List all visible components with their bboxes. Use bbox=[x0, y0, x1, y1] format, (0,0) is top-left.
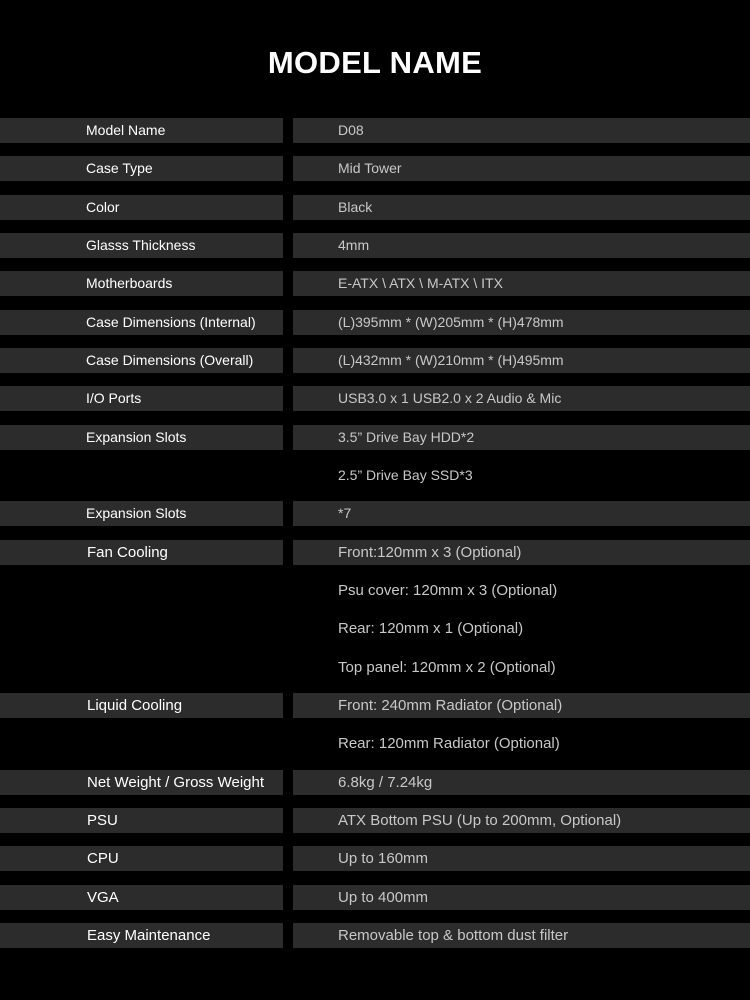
spec-row-expansion-slots bbox=[0, 501, 750, 539]
spec-row-easy-maintenance bbox=[0, 923, 750, 961]
spec-value: Up to 160mm bbox=[338, 850, 429, 868]
spec-label: CPU bbox=[87, 850, 119, 868]
spec-label: Net Weight / Gross Weight bbox=[87, 773, 265, 791]
label-bar bbox=[0, 463, 283, 488]
spec-row-liquid-cooling bbox=[0, 693, 750, 731]
spec-value: Rear: 120mm x 1 (Optional) bbox=[338, 620, 524, 638]
spec-row-model-name bbox=[0, 118, 750, 156]
spec-value: Black bbox=[338, 198, 373, 215]
label-bar bbox=[0, 808, 283, 833]
label-bar bbox=[0, 578, 283, 603]
spec-label: Expansion Slots bbox=[86, 428, 187, 445]
spec-value: Up to 400mm bbox=[338, 888, 429, 906]
label-bar bbox=[0, 655, 283, 680]
spec-label: Easy Maintenance bbox=[87, 926, 211, 944]
spec-row-weight bbox=[0, 770, 750, 808]
spec-value: 2.5” Drive Bay SSD*3 bbox=[338, 466, 473, 483]
spec-label: Fan Cooling bbox=[87, 543, 168, 561]
spec-value: ATX Bottom PSU (Up to 200mm, Optional) bbox=[338, 811, 622, 829]
spec-value: *7 bbox=[338, 505, 352, 522]
spec-row-motherboards bbox=[0, 271, 750, 309]
spec-value: Front:120mm x 3 (Optional) bbox=[338, 543, 522, 561]
spec-value: 6.8kg / 7.24kg bbox=[338, 773, 433, 791]
spec-row-vga bbox=[0, 885, 750, 923]
spec-value: 3.5” Drive Bay HDD*2 bbox=[338, 428, 475, 445]
spec-label: VGA bbox=[87, 888, 119, 906]
spec-value: Rear: 120mm Radiator (Optional) bbox=[338, 735, 560, 753]
spec-value: Top panel: 120mm x 2 (Optional) bbox=[338, 658, 556, 676]
spec-label: PSU bbox=[87, 811, 118, 829]
spec-table bbox=[0, 118, 750, 961]
spec-row-fan-cooling-continued bbox=[0, 616, 750, 654]
spec-label: Color bbox=[86, 198, 120, 215]
spec-value: Removable top & bottom dust filter bbox=[338, 926, 569, 944]
spec-label: I/O Ports bbox=[86, 390, 142, 407]
spec-label: Liquid Cooling bbox=[87, 696, 183, 714]
spec-label: Model Name bbox=[86, 122, 166, 138]
spec-value: E-ATX \ ATX \ M-ATX \ ITX bbox=[338, 275, 503, 292]
spec-value: Front: 240mm Radiator (Optional) bbox=[338, 696, 563, 714]
spec-value: Mid Tower bbox=[338, 160, 402, 177]
spec-row-psu bbox=[0, 808, 750, 846]
value-bar bbox=[293, 501, 750, 526]
spec-row-dimensions-overall bbox=[0, 348, 750, 386]
label-bar bbox=[0, 846, 283, 871]
label-bar bbox=[0, 885, 283, 910]
spec-value: USB3.0 x 1 USB2.0 x 2 Audio & Mic bbox=[338, 390, 562, 407]
spec-row-cpu bbox=[0, 846, 750, 884]
spec-row-io-ports bbox=[0, 386, 750, 424]
spec-row-drive-bays bbox=[0, 425, 750, 463]
label-bar bbox=[0, 616, 283, 641]
spec-row-drive-bays-continued bbox=[0, 463, 750, 501]
spec-row-case-type bbox=[0, 156, 750, 194]
label-bar bbox=[0, 386, 283, 411]
spec-label: Expansion Slots bbox=[86, 505, 187, 522]
label-bar bbox=[0, 195, 283, 220]
spec-label: Case Dimensions (Overall) bbox=[86, 351, 254, 368]
label-bar bbox=[0, 731, 283, 756]
spec-label: Case Dimensions (Internal) bbox=[86, 313, 256, 330]
spec-label: Case Type bbox=[86, 160, 153, 177]
spec-value: (L)432mm * (W)210mm * (H)495mm bbox=[338, 351, 564, 368]
spec-value: D08 bbox=[338, 122, 364, 138]
spec-row-fan-cooling-continued bbox=[0, 655, 750, 693]
spec-value: Psu cover: 120mm x 3 (Optional) bbox=[338, 581, 558, 599]
spec-row-dimensions-internal bbox=[0, 310, 750, 348]
spec-value: (L)395mm * (W)205mm * (H)478mm bbox=[338, 313, 564, 330]
spec-row-liquid-cooling-continued bbox=[0, 731, 750, 769]
spec-row-fan-cooling bbox=[0, 540, 750, 578]
spec-row-fan-cooling-continued bbox=[0, 578, 750, 616]
spec-row-color bbox=[0, 195, 750, 233]
spec-row-glass-thickness bbox=[0, 233, 750, 271]
spec-value: 4mm bbox=[338, 236, 370, 253]
page-title: MODEL NAME bbox=[267, 45, 483, 80]
spec-label: Glasss Thickness bbox=[86, 236, 196, 253]
spec-label: Motherboards bbox=[86, 275, 173, 292]
